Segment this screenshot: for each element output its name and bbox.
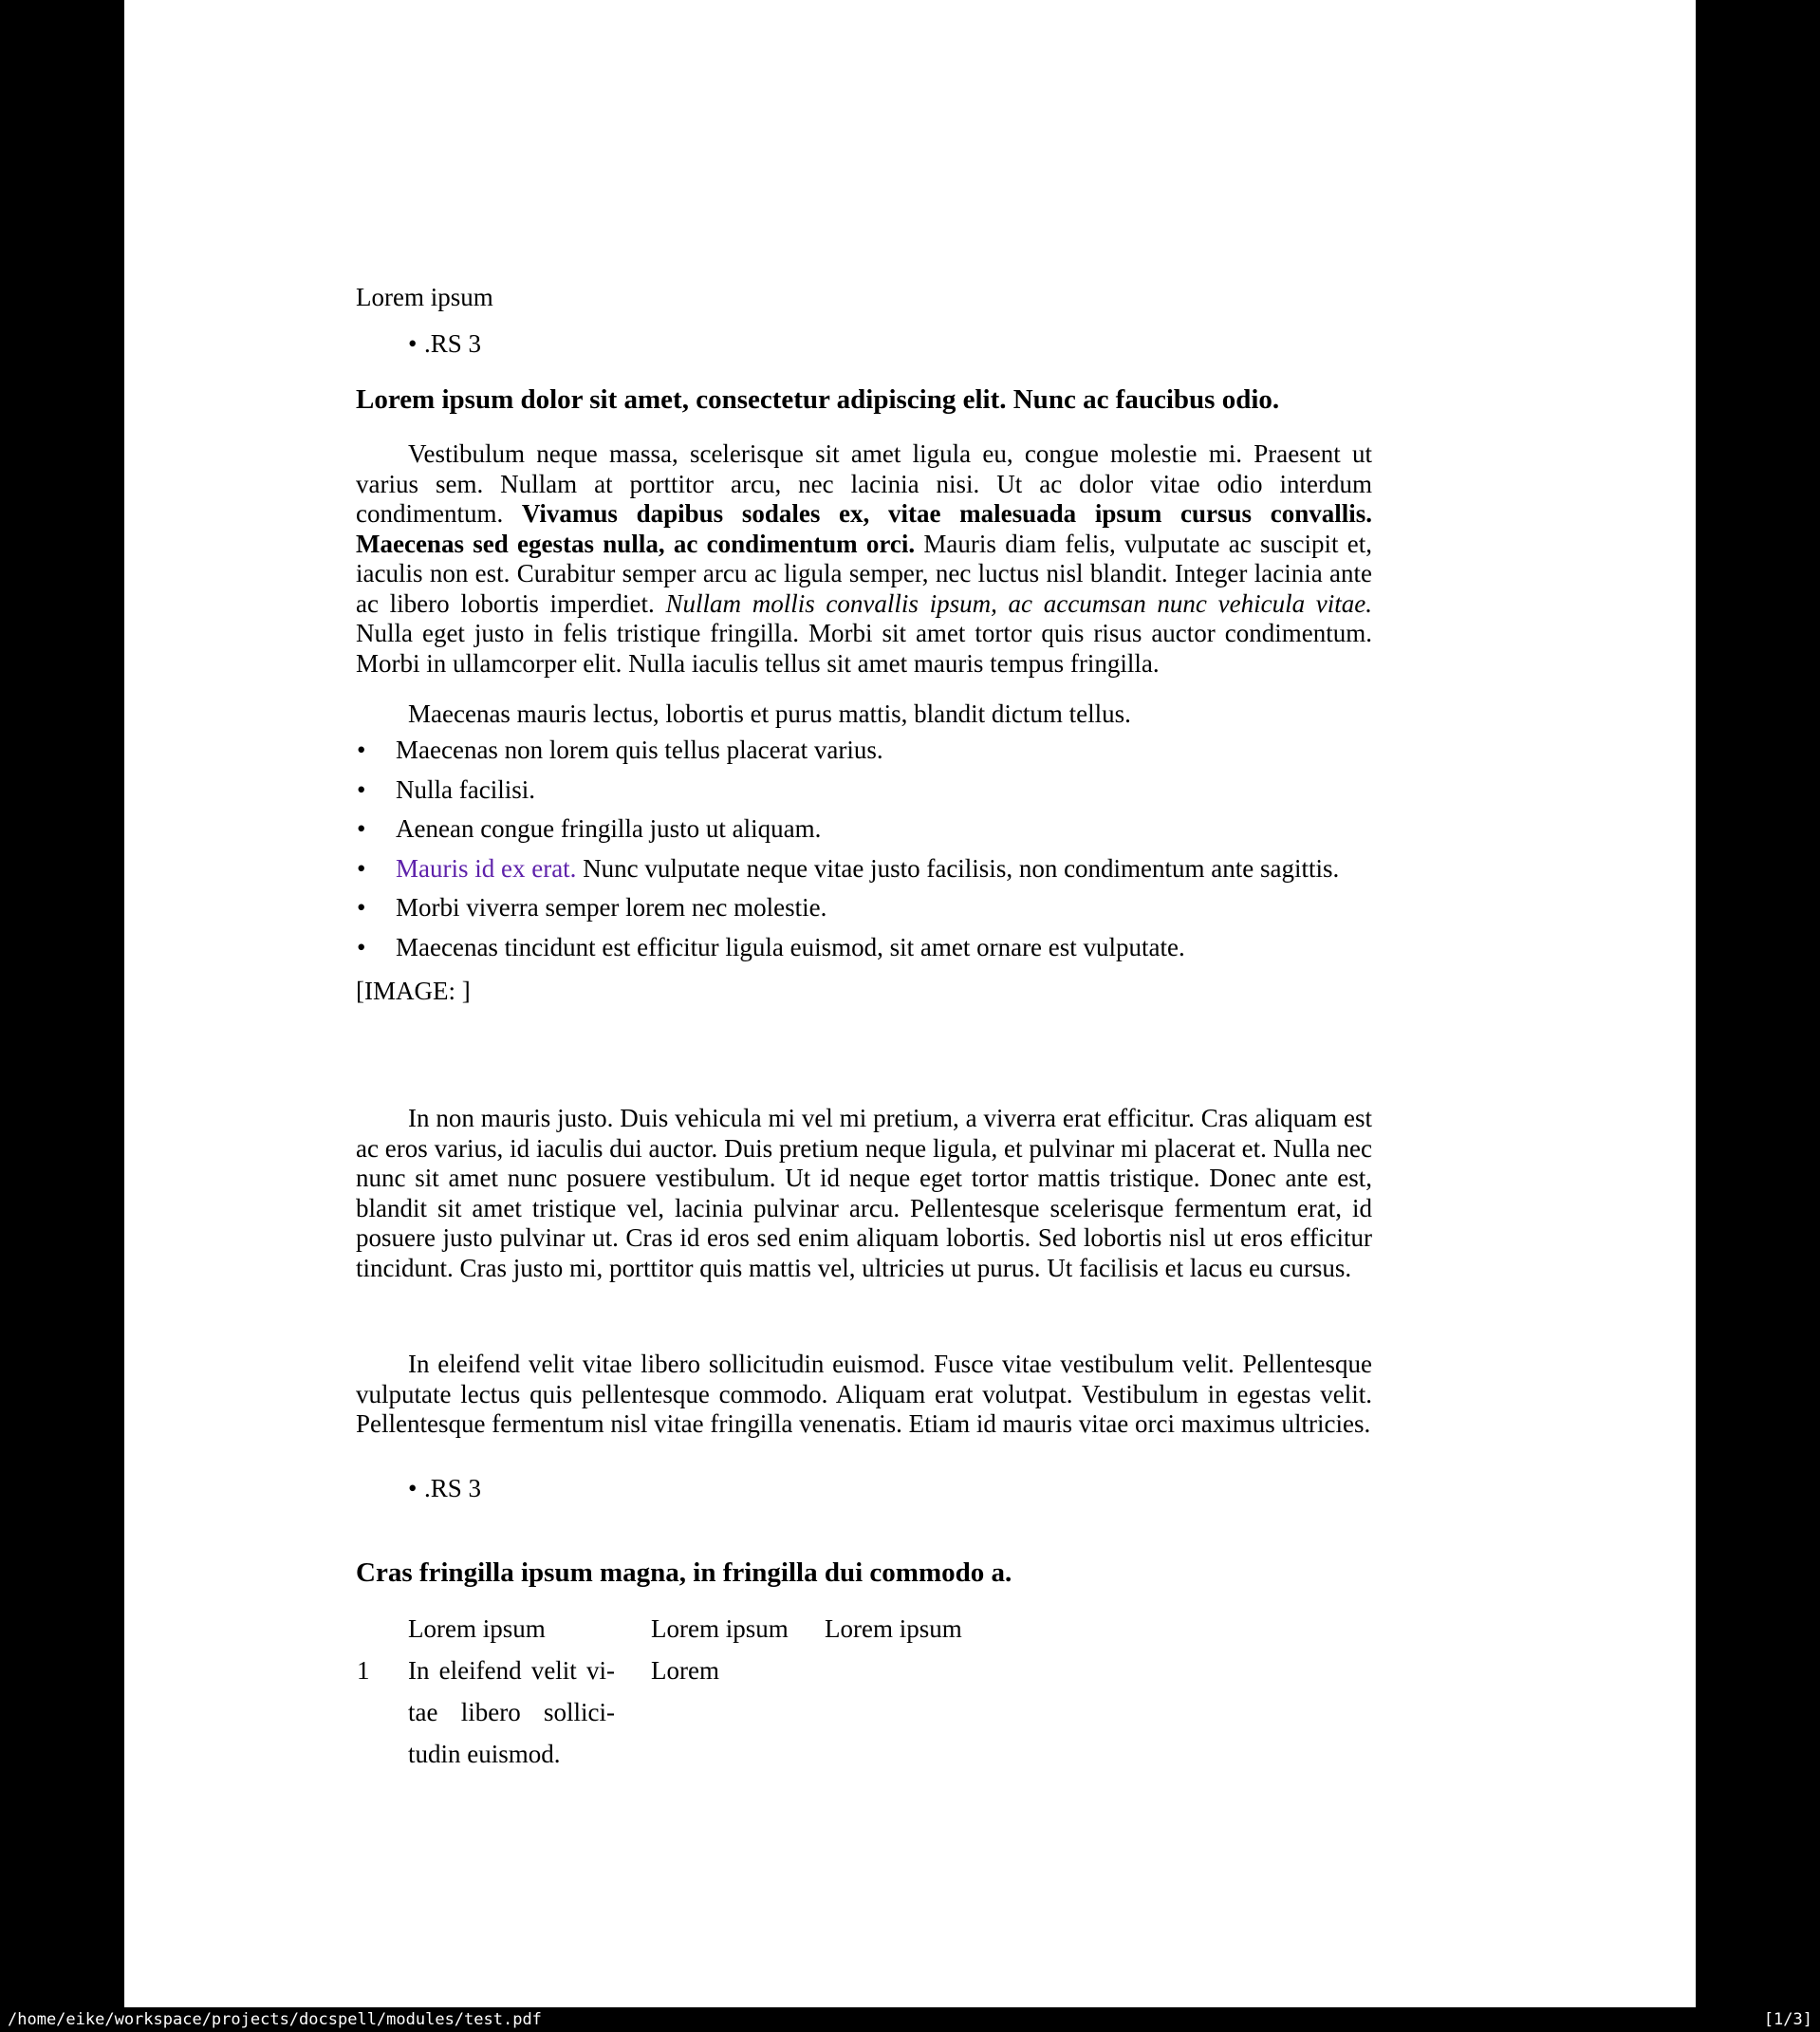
paragraph-1-run-italic: Nullam mollis convallis ipsum, ac accumsan nunc vehicula vitae. [665, 588, 1372, 618]
list-item-text: Maecenas non lorem quis tellus placerat varius. [396, 736, 883, 764]
paragraph-1-run-bold: Vivamus dapibus sodales ex, vitae malesuada ipsum cursus convallis. Maecenas sed egestas nulla, ac condimentum orci. [356, 499, 1372, 558]
paragraph-1-run-normal-2: Mauris diam felis, vulputate ac suscipit et, iaculis non est. Curabitur semper arcu ac ligula semper, nec luctus nisl blandit. Integer lacinia ante ac libero lobortis imperdiet. [356, 529, 1372, 618]
bullet-icon: • [408, 329, 418, 358]
bullet-icon: • [408, 1474, 418, 1502]
bullet-icon: • [357, 775, 366, 804]
rs-marker-label: .RS 3 [424, 329, 482, 358]
table-header-cell: Lorem ipsum [651, 1614, 789, 1643]
section-heading-1: Lorem ipsum dolor sit amet, consectetur adipiscing elit. Nunc ac faucibus odio. [356, 384, 1280, 415]
image-placeholder: [IMAGE: ] [356, 977, 471, 1005]
statusbar [0, 2007, 1820, 2032]
table-cell: Lorem [651, 1656, 719, 1685]
list-item [357, 814, 1391, 845]
table-header-cell: Lorem ipsum [408, 1614, 546, 1643]
lead-line: Maecenas mauris lectus, lobortis et purus mattis, blandit dictum tellus. [408, 699, 1131, 728]
section-heading-2: Cras fringilla ipsum magna, in fringilla dui commodo a. [356, 1557, 1012, 1588]
pdf-page [124, 0, 1696, 2007]
list-item-text: Nulla facilisi. [396, 775, 535, 804]
paragraph-2: In non mauris justo. Duis vehicula mi vel mi pretium, a viverra erat efficitur. Cras aliquam est ac eros varius, id iaculis dui auctor. Duis pretium neque ligula, et pulvinar mi placerat et. Nulla nec nunc sit amet nunc posuere vestibulum. Ut id neque eget tortor mattis tristique. Donec ante est, blandit sit amet tristique vel, lacinia pulvinar arcu. Pellentesque scelerisque fermentum erat, id posuere justo pulvinar ut. Cras id eros sed enim aliquam lobortis. Sed lobortis nisl ut eros efficitur tincidunt. Cras justo mi, porttitor quis mattis vel, ultricies ut purus. Ut facilisis et lacus eu cursus. [356, 1104, 1372, 1282]
table-cell-line: tudin euismod. [408, 1740, 561, 1768]
table-header-cell: Lorem ipsum [825, 1614, 962, 1643]
rs-marker-label: .RS 3 [424, 1474, 482, 1502]
list-item-text: Nunc vulputate neque vitae justo facilisis, non condimentum ante sagittis. [576, 854, 1340, 883]
list-item-text: Aenean congue fringilla justo ut aliquam. [396, 814, 822, 843]
bullet-icon: • [357, 933, 366, 961]
list-item-text: Maecenas tincidunt est efficitur ligula euismod, sit amet ornare est vulputate. [396, 933, 1185, 961]
paragraph-3: In eleifend velit vitae libero sollicitudin euismod. Fusce vitae vestibulum velit. Pellentesque vulputate lectus quis pellentesque commodo. Aliquam erat volutpat. Vestibulum in egestas velit. Pellentesque fermentum nisl vitae fringilla venenatis. Etiam id mauris vitae orci maximus ultricies. [356, 1350, 1372, 1438]
statusbar-page-indicator: [1/3] [1763, 2010, 1812, 2029]
paragraph-1-run-normal-1: Vestibulum neque massa, scelerisque sit amet ligula eu, congue molestie mi. Praesent ut varius sem. Nullam at porttitor arcu, nec lacinia nisi. Ut ac dolor vitae odio interdum condimentum. [356, 439, 1372, 528]
table-cell-line: tae libero sollici- [408, 1698, 615, 1726]
list-item-text: Morbi viverra semper lorem nec molestie. [396, 893, 827, 922]
bullet-icon: • [357, 893, 366, 922]
inline-link[interactable]: Mauris id ex erat. [396, 854, 577, 883]
paragraph-1-run-normal-3: Nulla eget justo in felis tristique fringilla. Morbi sit amet tortor quis risus auctor condimentum. Morbi in ullamcorper elit. Nulla iaculis tellus sit amet mauris tempus fringilla. [356, 619, 1372, 678]
list-item [357, 775, 1391, 806]
paragraph-1 [356, 439, 1372, 679]
bullet-icon: • [357, 854, 366, 883]
bullet-icon: • [357, 736, 366, 764]
list-item [357, 933, 1391, 963]
list-item [357, 736, 1391, 766]
intro-label: Lorem ipsum [356, 283, 493, 311]
statusbar-file-path: /home/eike/workspace/projects/docspell/modules/test.pdf [8, 2010, 542, 2029]
table-cell-line: In eleifend velit vi- [408, 1656, 615, 1685]
table-cell [408, 1650, 615, 1775]
bullet-icon: • [357, 814, 366, 843]
rs-marker-1 [408, 329, 481, 360]
list-item [357, 893, 1391, 923]
list-item [357, 854, 1391, 885]
rs-marker-2 [408, 1474, 481, 1504]
table-row-number: 1 [357, 1656, 370, 1685]
